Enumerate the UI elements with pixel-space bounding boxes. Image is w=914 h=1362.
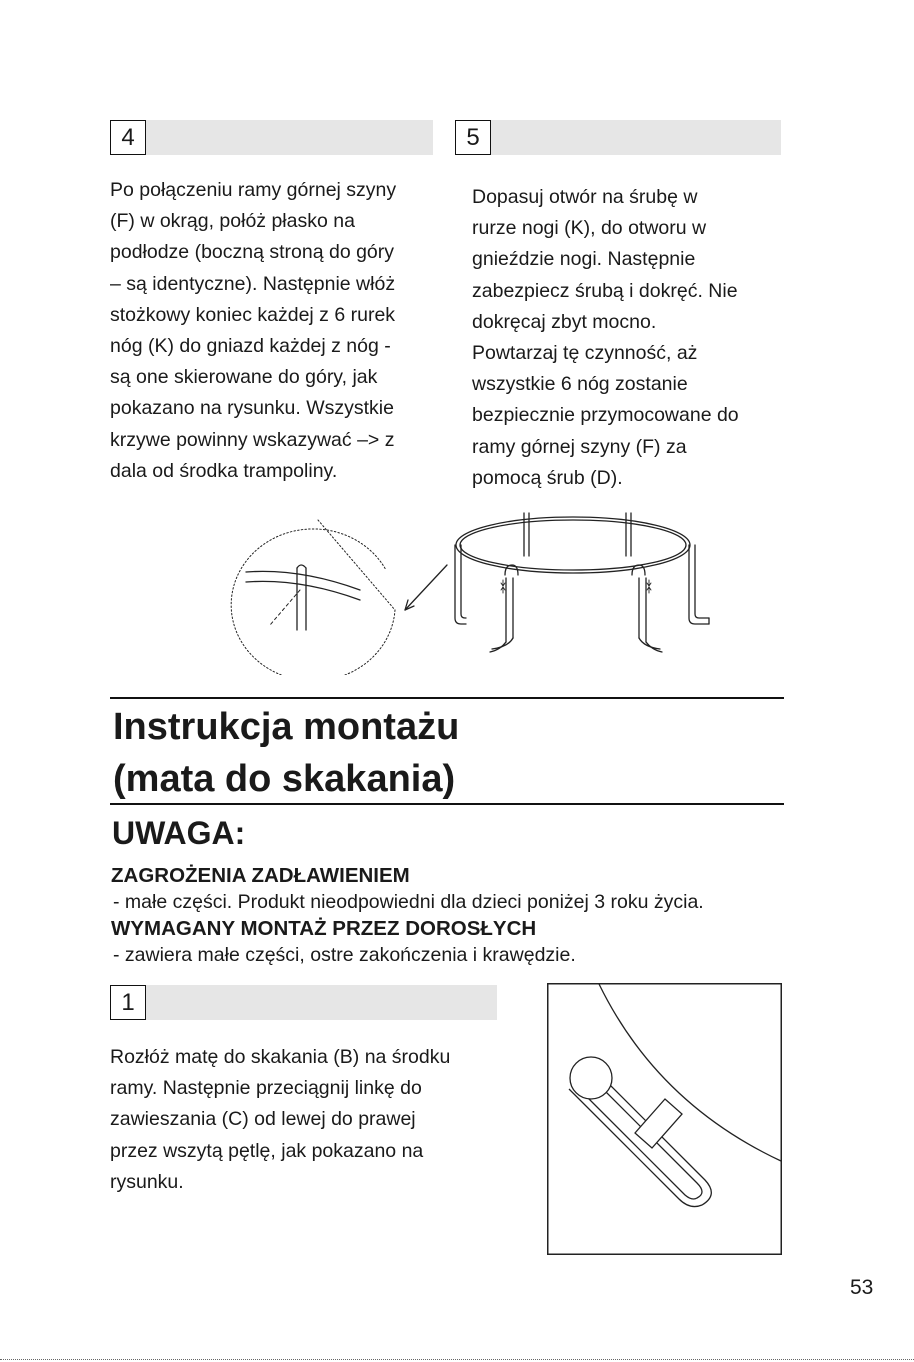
step-4-line: nóg (K) do gniazd każdej z nóg - <box>110 335 391 358</box>
step-5-line: dokręcaj zbyt mocno. <box>472 310 657 333</box>
step-4-line: krzywe powinny wskazywać –> z <box>110 428 395 451</box>
section-title-line-2: (mata do skakania) <box>113 758 456 800</box>
step-4-line: podłodze (boczną stroną do góry <box>110 241 395 264</box>
title-rule-bottom <box>110 803 784 805</box>
step-1-line: Rozłóż matę do skakania (B) na środku <box>110 1046 451 1068</box>
mat-loop-illustration <box>547 983 782 1255</box>
step-4-line: – są identyczne). Następnie włóż <box>110 272 396 295</box>
choking-hazard-title: ZAGROŻENIA ZADŁAWIENIEM <box>111 864 410 887</box>
step-4-line: dala od środka trampoliny. <box>110 459 338 482</box>
step-5-line: Dopasuj otwór na śrubę w <box>472 186 698 208</box>
step-5-line: zabezpiecz śrubą i dokręć. Nie <box>472 279 738 302</box>
step-4-line: Po połączeniu ramy górnej szyny <box>110 179 397 201</box>
step-1-text <box>110 1042 450 1198</box>
pointer-arrow <box>405 565 447 610</box>
step-5-line: rurze nogi (K), do otworu w <box>472 217 707 240</box>
choking-hazard-text: - małe części. Produkt nieodpowiedni dla dzieci poniżej 3 roku życia. <box>113 891 704 913</box>
step-5-line: wszystkie 6 nóg zostanie <box>472 373 688 396</box>
page-number: 53 <box>850 1276 874 1299</box>
adult-assembly-text: - zawiera małe części, ostre zakończenia i krawędzie. <box>113 944 576 966</box>
frame-leg-assembly-illustration <box>225 505 725 675</box>
step-5-line: bezpiecznie przymocowane do <box>472 404 739 427</box>
step-1-line: przez wszytą pętlę, jak pokazano na <box>110 1139 424 1162</box>
step-1-header <box>110 985 497 1020</box>
step-1-line: ramy. Następnie przeciągnij linkę do <box>110 1077 422 1100</box>
step-1-line: zawieszania (C) od lewej do prawej <box>110 1108 416 1131</box>
step-4-line: (F) w okrąg, połóż płasko na <box>110 210 355 233</box>
section-title-line-1: Instrukcja montażu <box>113 706 460 748</box>
step-5-line: pomocą śrub (D). <box>472 466 623 489</box>
step-4-number: 4 <box>110 120 146 155</box>
step-5-header <box>455 120 781 155</box>
step-4-line: pokazano na rysunku. Wszystkie <box>110 397 394 420</box>
step-4-text <box>110 175 396 487</box>
warning-heading: UWAGA: <box>112 815 246 851</box>
step-1-number: 1 <box>110 985 146 1020</box>
step-4-header <box>110 120 433 155</box>
step-5-number: 5 <box>455 120 491 155</box>
step-5-line: gnieździe nogi. Następnie <box>472 248 696 271</box>
detail-circle <box>231 529 395 675</box>
step-1-line: rysunku. <box>110 1170 184 1193</box>
step-5-line: ramy górnej szyny (F) za <box>472 435 687 458</box>
step-5-text <box>472 182 739 494</box>
title-rule-top <box>110 697 784 699</box>
top-rail-ring <box>456 517 690 573</box>
adult-assembly-title: WYMAGANY MONTAŻ PRZEZ DOROSŁYCH <box>111 917 537 940</box>
step-4-line: stożkowy koniec każdej z 6 rurek <box>110 303 396 326</box>
page-edge-divider <box>0 1359 914 1360</box>
step-4-line: są one skierowane do góry, jak <box>110 366 378 389</box>
step-5-line: Powtarzaj tę czynność, aż <box>472 342 698 365</box>
